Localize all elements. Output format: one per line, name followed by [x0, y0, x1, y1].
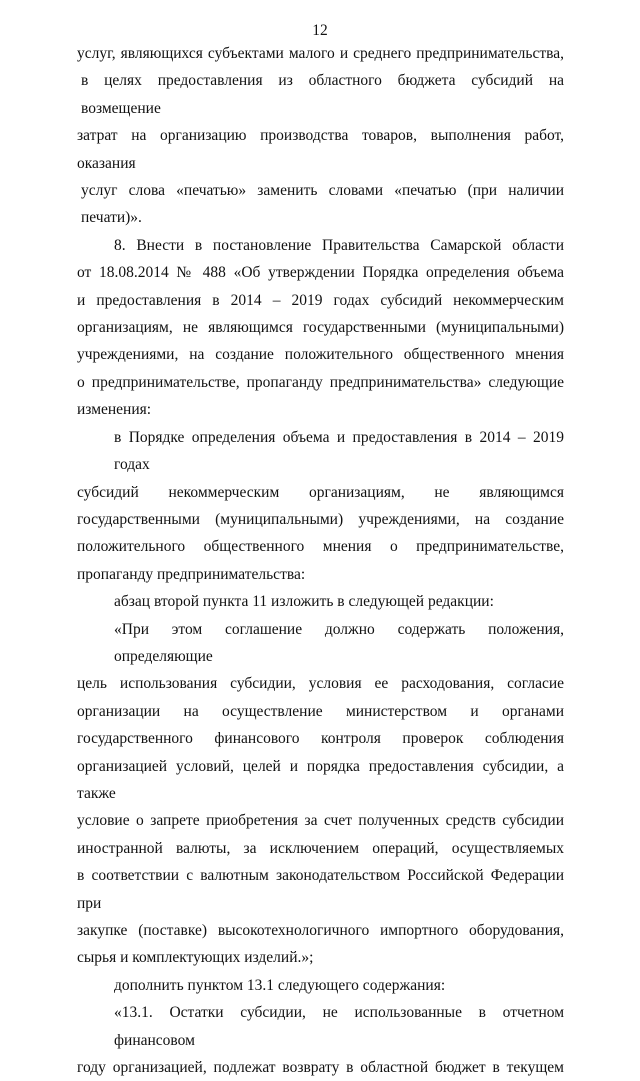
text-line: услуг, являющихся субъектами малого и среднего предпринимательства,	[77, 45, 564, 62]
text-line: иностранной валюты, за исключением операций, осуществляемых	[77, 839, 564, 857]
text-line: «13.1. Остатки субсидии, не использованные в отчетном финансовом	[114, 1004, 564, 1049]
text-line: и предоставления в 2014 – 2019 годах субсидий некоммерческим	[77, 291, 564, 309]
text-line: в соответствии с валютным законодательством Российской Федерации при	[77, 867, 564, 912]
text-line: субсидий некоммерческим организациям, не являющимся	[77, 483, 564, 501]
text-line: «При этом соглашение должно содержать положения, определяющие	[114, 620, 564, 665]
paragraph-continuation	[77, 40, 564, 232]
text-line: условие о запрете приобретения за счет полученных средств субсидии	[77, 812, 564, 830]
paragraph-quote-11	[77, 616, 564, 972]
text-line: сырья и комплектующих изделий.»;	[77, 949, 314, 967]
paragraph-quote-13-1	[77, 999, 564, 1081]
paragraph-order	[77, 424, 564, 588]
paragraph-item-8	[77, 232, 564, 424]
paragraph-amend-11	[77, 588, 564, 615]
text-line: учреждениями, на создание положительного общественного мнения	[77, 346, 564, 364]
document-body	[77, 40, 564, 1081]
text-line: организацией условий, целей и порядка предоставления субсидии, а также	[77, 757, 564, 802]
text-line: абзац второй пункта 11 изложить в следующей редакции:	[114, 593, 494, 611]
paragraph-add-13-1	[77, 972, 564, 999]
text-line: о предпринимательстве, пропаганду предпринимательства» следующие	[77, 373, 564, 391]
text-line: пропаганду предпринимательства:	[77, 565, 306, 583]
text-line: от 18.08.2014 № 488 «Об утверждении Порядка определения объема	[77, 264, 564, 282]
text-line: услуг слова «печатью» заменить словами «печатью (при наличии печати)».	[81, 182, 564, 227]
text-line: государственными (муниципальными) учреждениями, на создание	[77, 510, 564, 528]
text-line: 8. Внести в постановление Правительства Самарской области	[114, 236, 564, 254]
text-line: цель использования субсидии, условия ее расходования, согласие	[77, 675, 564, 693]
text-line: году организацией, подлежат возврату в областной бюджет в текущем	[77, 1059, 564, 1077]
text-line: закупке (поставке) высокотехнологичного импортного оборудования,	[77, 922, 564, 939]
text-line: в целях предоставления из областного бюджета субсидий на возмещение	[81, 72, 564, 117]
text-line: в Порядке определения объема и предоставления в 2014 – 2019 годах	[114, 428, 564, 474]
text-line: организации на осуществление министерством и органами	[77, 702, 564, 720]
text-line: затрат на организацию производства товаров, выполнения работ, оказания	[77, 127, 564, 172]
text-line: дополнить пунктом 13.1 следующего содержания:	[114, 976, 446, 994]
text-line: изменения:	[77, 401, 152, 419]
page-number: 12	[312, 22, 328, 39]
text-line: государственного финансового контроля проверок соблюдения	[77, 730, 564, 748]
text-line: организациям, не являющимся государственными (муниципальными)	[77, 319, 564, 337]
text-line: положительного общественного мнения о предпринимательстве,	[77, 538, 564, 556]
